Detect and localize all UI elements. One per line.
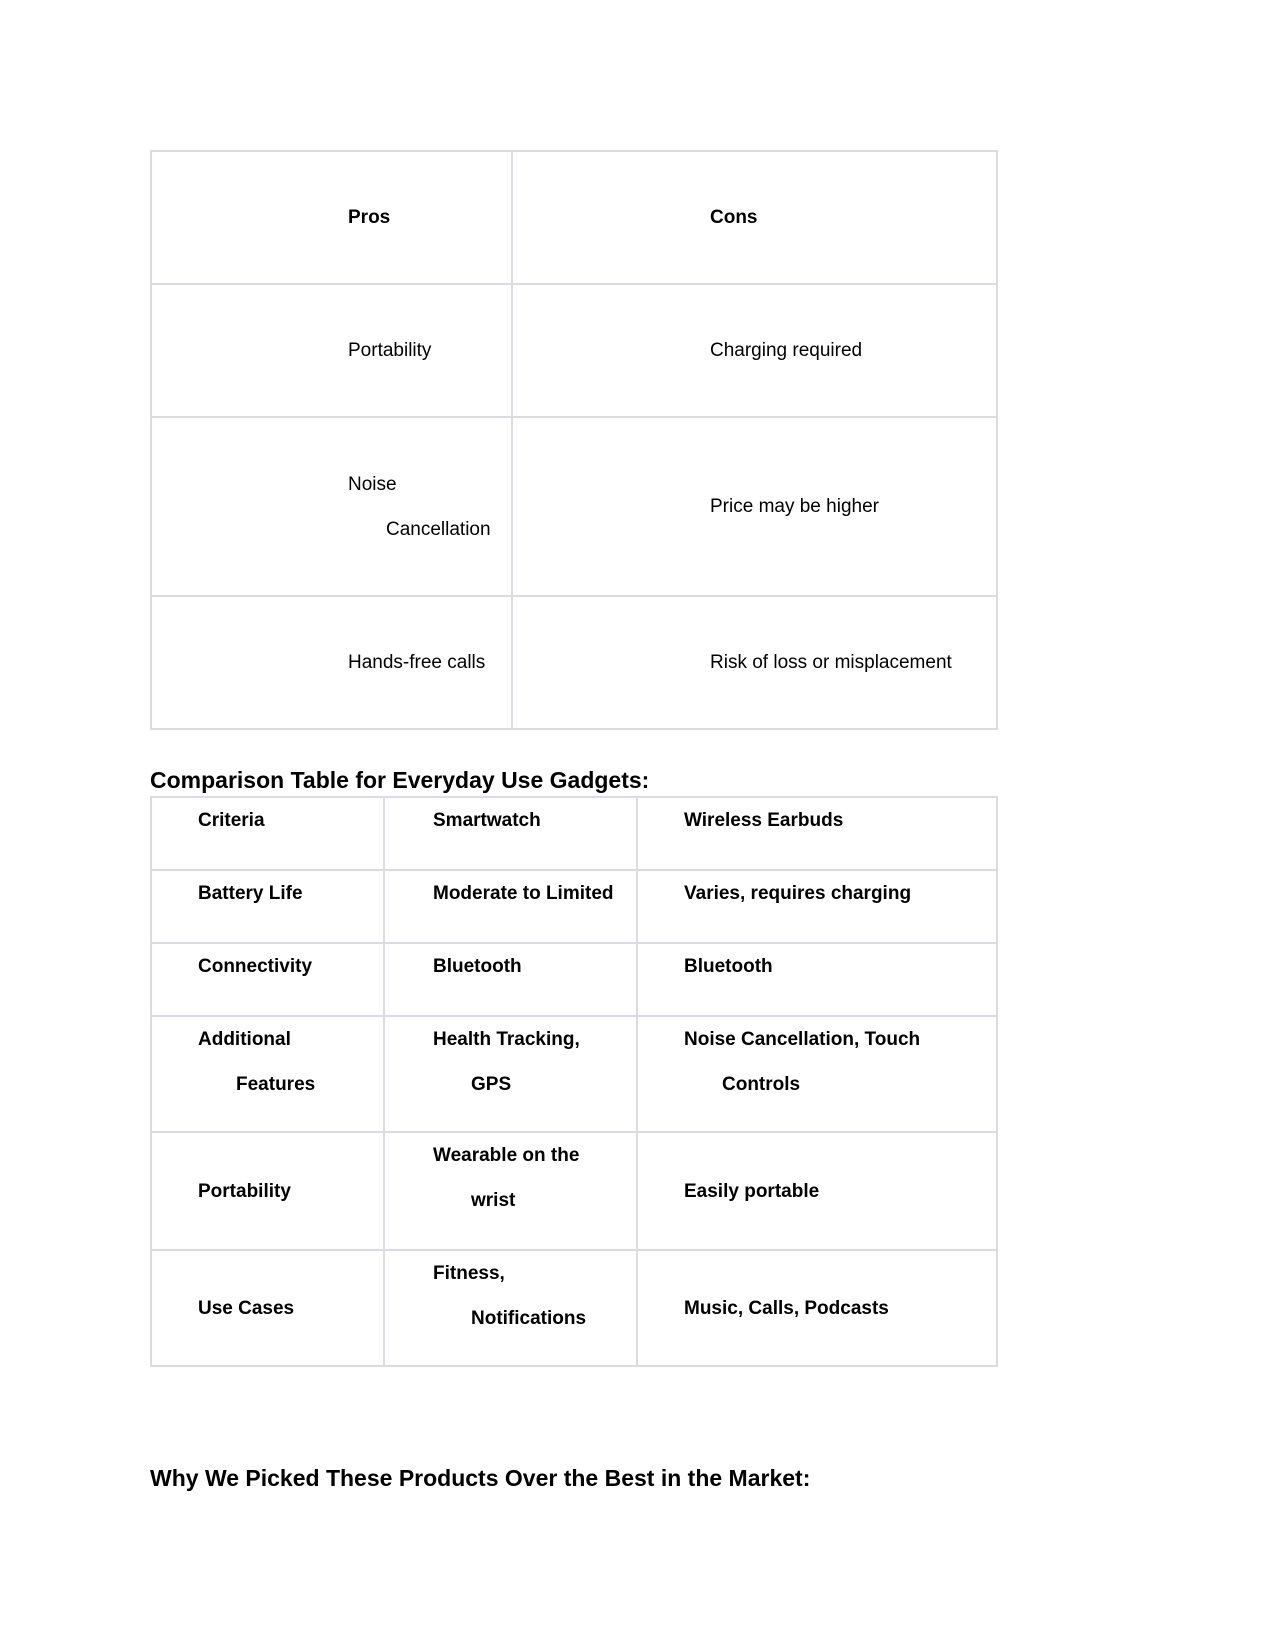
earbuds-text-continued: Controls xyxy=(722,1074,801,1095)
smartwatch-text-continued: GPS xyxy=(471,1074,512,1095)
cons-cell xyxy=(512,284,997,417)
smartwatch-text-continued: wrist xyxy=(471,1190,516,1211)
pros-cell xyxy=(151,417,512,596)
smartwatch-text: Bluetooth xyxy=(433,956,522,977)
criteria-cell xyxy=(151,1132,384,1250)
criteria-text: Additional xyxy=(198,1029,291,1050)
earbuds-header: Wireless Earbuds xyxy=(684,810,844,831)
smartwatch-text: Moderate to Limited xyxy=(433,883,614,904)
table-row xyxy=(151,943,997,1016)
smartwatch-text-continued: Notifications xyxy=(471,1308,587,1329)
earbuds-header-cell xyxy=(637,797,997,870)
cons-cell xyxy=(512,417,997,596)
pros-cell xyxy=(151,596,512,729)
criteria-cell xyxy=(151,870,384,943)
earbuds-cell xyxy=(637,1016,997,1132)
table-row xyxy=(151,1132,997,1250)
earbuds-text: Bluetooth xyxy=(684,956,773,977)
smartwatch-cell xyxy=(384,1016,637,1132)
criteria-cell xyxy=(151,1016,384,1132)
earbuds-cell xyxy=(637,870,997,943)
criteria-cell xyxy=(151,1250,384,1366)
table-row xyxy=(151,284,997,417)
criteria-cell xyxy=(151,943,384,1016)
pros-text: Portability xyxy=(348,340,432,361)
smartwatch-cell xyxy=(384,870,637,943)
pros-text-continued: Cancellation xyxy=(386,518,491,540)
cons-text: Charging required xyxy=(710,340,863,361)
table-row xyxy=(151,870,997,943)
cons-header: Cons xyxy=(710,207,758,228)
earbuds-text: Varies, requires charging xyxy=(684,883,912,904)
table-row xyxy=(151,1250,997,1366)
criteria-text: Portability xyxy=(198,1180,291,1202)
earbuds-text: Easily portable xyxy=(684,1180,820,1202)
comparison-heading: Comparison Table for Everyday Use Gadgets: xyxy=(150,767,650,793)
smartwatch-text: Wearable on the xyxy=(433,1145,580,1166)
cons-cell xyxy=(512,596,997,729)
smartwatch-cell xyxy=(384,1250,637,1366)
smartwatch-cell xyxy=(384,1132,637,1250)
pros-cons-header-row xyxy=(151,151,997,284)
criteria-header: Criteria xyxy=(198,810,265,831)
earbuds-cell xyxy=(637,943,997,1016)
table-row xyxy=(151,1016,997,1132)
table-row xyxy=(151,417,997,596)
table-row xyxy=(151,596,997,729)
cons-header-cell xyxy=(512,151,997,284)
smartwatch-text: Fitness, xyxy=(433,1263,505,1284)
criteria-text: Battery Life xyxy=(198,883,303,904)
smartwatch-header-cell xyxy=(384,797,637,870)
smartwatch-header: Smartwatch xyxy=(433,810,541,831)
earbuds-text: Noise Cancellation, Touch xyxy=(684,1029,921,1050)
cons-text: Price may be higher xyxy=(710,496,879,517)
pros-header: Pros xyxy=(348,207,391,228)
pros-header-cell xyxy=(151,151,512,284)
cons-text: Risk of loss or misplacement xyxy=(710,652,952,673)
pros-cell xyxy=(151,284,512,417)
section-heading: Why We Picked These Products Over the Best in the Market: xyxy=(150,1465,811,1491)
comparison-header-row xyxy=(151,797,997,870)
criteria-text: Use Cases xyxy=(198,1297,295,1319)
smartwatch-text: Health Tracking, xyxy=(433,1029,580,1050)
criteria-text-continued: Features xyxy=(236,1074,316,1095)
earbuds-text: Music, Calls, Podcasts xyxy=(684,1297,889,1319)
pros-text: Hands-free calls xyxy=(348,652,486,673)
comparison-table xyxy=(150,796,998,1367)
pros-cons-table xyxy=(150,150,998,730)
earbuds-cell xyxy=(637,1250,997,1366)
criteria-header-cell xyxy=(151,797,384,870)
criteria-text: Connectivity xyxy=(198,956,313,977)
pros-text: Noise xyxy=(348,473,397,495)
earbuds-cell xyxy=(637,1132,997,1250)
smartwatch-cell xyxy=(384,943,637,1016)
